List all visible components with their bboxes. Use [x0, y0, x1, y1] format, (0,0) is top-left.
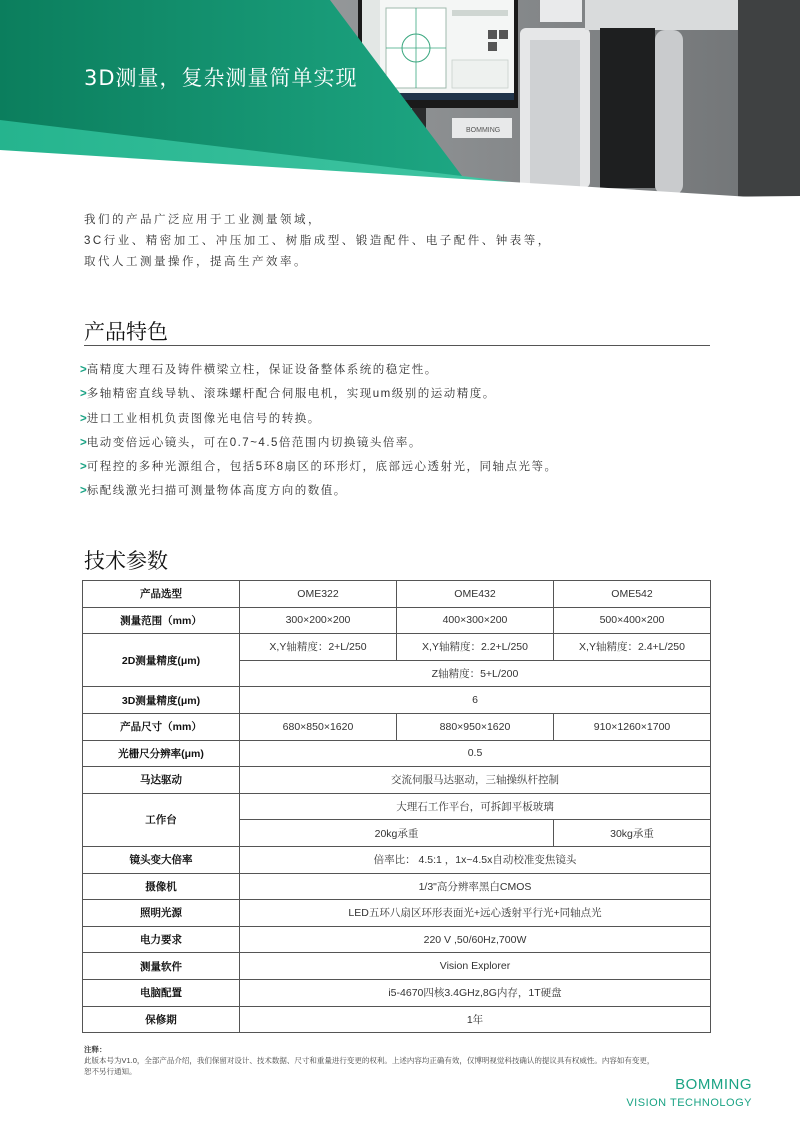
spec-value: 220 V ,50/60Hz,700W [240, 926, 711, 953]
spec-value: 400×300×200 [397, 607, 554, 634]
spec-label: 保修期 [83, 1006, 240, 1033]
model-cell: OME542 [554, 581, 711, 608]
spec-value: 1/3"高分辨率黑白CMOS [240, 873, 711, 900]
feature-item [80, 481, 558, 505]
feature-text: 可程控的多种光源组合，包括5环8扇区的环形灯，底部远心透射光，同轴点光等。 [86, 461, 558, 474]
feature-text: 标配线激光扫描可测量物体高度方向的数值。 [86, 485, 347, 498]
model-cell: OME322 [240, 581, 397, 608]
table-row [83, 740, 711, 767]
footnote-text: 恕不另行通知。 [84, 1067, 137, 1076]
spec-label: 电力要求 [83, 926, 240, 953]
feature-item [80, 457, 558, 481]
feature-text: 高精度大理石及铸件横梁立柱，保证设备整体系统的稳定性。 [86, 364, 438, 376]
spec-label: 测量软件 [83, 953, 240, 980]
features-list [80, 360, 558, 506]
spec-value: 910×1260×1700 [554, 713, 711, 740]
spec-value: Vision Explorer [240, 953, 711, 980]
spec-value: 300×200×200 [240, 607, 397, 634]
spec-value: i5-4670四核3.4GHz,8G内存，1T硬盘 [240, 979, 711, 1006]
table-row [83, 979, 711, 1006]
table-row [83, 767, 711, 794]
table-row [83, 1006, 711, 1033]
intro-line: 取代人工测量操作，提高生产效率。 [84, 256, 308, 268]
intro-line: 我们的产品广泛应用于工业测量领域， [84, 214, 322, 226]
spec-value: X,Y轴精度：2+L/250 [240, 634, 397, 661]
spec-label: 产品尺寸（mm） [83, 713, 240, 740]
brand-tagline: VISION TECHNOLOGY [626, 1097, 752, 1109]
hero-banner [0, 0, 800, 200]
hero-title: 3D测量，复杂测量简单实现 [84, 66, 358, 90]
spec-value: 0.5 [240, 740, 711, 767]
table-row [83, 581, 711, 608]
table-row [83, 926, 711, 953]
hero-illustration [0, 0, 800, 200]
arrow-icon: > [80, 412, 87, 425]
table-row [83, 634, 711, 661]
spec-value: 500×400×200 [554, 607, 711, 634]
spec-table [82, 580, 711, 1033]
intro-text [84, 210, 552, 273]
feature-text: 电动变倍远心镜头，可在0.7~4.5倍范围内切换镜头倍率。 [86, 436, 422, 449]
machine-logo: BOMMING [466, 127, 501, 134]
spec-value: 6 [240, 687, 711, 714]
footnote [84, 1044, 684, 1077]
spec-value: 大理石工作平台，可拆卸平板玻璃 [240, 793, 711, 820]
specs-title: 技术参数 [84, 549, 168, 573]
table-row [83, 713, 711, 740]
feature-item [80, 409, 558, 433]
feature-item [80, 433, 558, 457]
spec-value: X,Y轴精度：2.2+L/250 [397, 634, 554, 661]
spec-value: 1年 [240, 1006, 711, 1033]
spec-label: 工作台 [83, 793, 240, 846]
arrow-icon: > [80, 388, 87, 401]
spec-label: 光栅尺分辨率(μm) [83, 740, 240, 767]
spec-value: 倍率比： 4.5:1 ，1x~4.5x自动校准变焦镜头 [240, 846, 711, 873]
feature-text: 多轴精密直线导轨、滚珠螺杆配合伺服电机，实现um级别的运动精度。 [86, 388, 496, 401]
table-row [83, 900, 711, 927]
brand-name: BOMMING [675, 1076, 752, 1093]
spec-label: 摄像机 [83, 873, 240, 900]
footnote-text: 此版本号为V1.0，全部产品介绍，我们保留对设计、技术数据、尺寸和重量进行变更的权利。上述内容均正确有效，仅博明视觉科技确认的提议具有权威性。内容如有变更， [84, 1056, 655, 1065]
spec-label: 马达驱动 [83, 767, 240, 794]
table-row [83, 607, 711, 634]
spec-label: 电脑配置 [83, 979, 240, 1006]
feature-text: 进口工业相机负责图像光电信号的转换。 [86, 412, 321, 425]
spec-value: 30kg承重 [554, 820, 711, 847]
features-divider [84, 345, 710, 346]
spec-label: 产品选型 [83, 581, 240, 608]
table-row [83, 846, 711, 873]
model-cell: OME432 [397, 581, 554, 608]
spec-value: 交流伺服马达驱动，三轴操纵杆控制 [240, 767, 711, 794]
spec-value: Z轴精度：5+L/200 [240, 660, 711, 687]
spec-label: 照明光源 [83, 900, 240, 927]
spec-value: 20kg承重 [240, 820, 554, 847]
spec-label: 测量范围（mm） [83, 607, 240, 634]
spec-value: 880×950×1620 [397, 713, 554, 740]
arrow-icon: > [80, 485, 87, 498]
table-row [83, 953, 711, 980]
spec-label: 镜头变大倍率 [83, 846, 240, 873]
features-title: 产品特色 [84, 320, 168, 344]
feature-item [80, 384, 558, 408]
arrow-icon: > [80, 436, 87, 449]
intro-line: 3C行业、精密加工、冲压加工、树脂成型、锻造配件、电子配件、钟表等， [84, 235, 552, 247]
table-row [83, 873, 711, 900]
table-row [83, 793, 711, 820]
spec-label: 3D测量精度(μm) [83, 687, 240, 714]
table-row [83, 687, 711, 714]
footnote-title: 注释： [84, 1045, 107, 1054]
feature-item [80, 360, 558, 384]
arrow-icon: > [80, 364, 87, 376]
spec-label: 2D测量精度(μm) [83, 634, 240, 687]
spec-value: 680×850×1620 [240, 713, 397, 740]
spec-value: LED五环八扇区环形表面光+远心透射平行光+同轴点光 [240, 900, 711, 927]
spec-value: X,Y轴精度：2.4+L/250 [554, 634, 711, 661]
arrow-icon: > [80, 461, 87, 474]
